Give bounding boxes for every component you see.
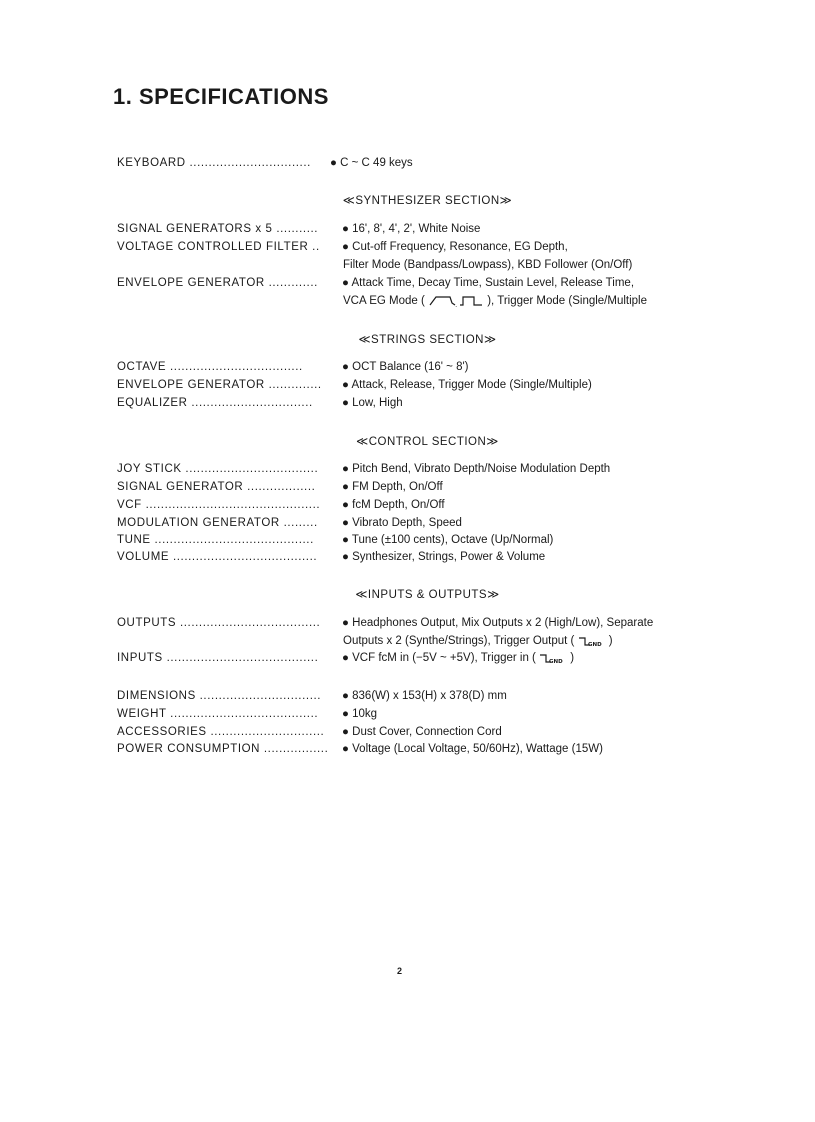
spec-value: ● C ~ C 49 keys (330, 157, 413, 169)
spec-label: TUNE .......................................... (117, 534, 314, 546)
spec-value-continuation: Filter Mode (Bandpass/Lowpass), KBD Follower (On/Off) (343, 259, 633, 271)
spec-value: ● Tune (±100 cents), Octave (Up/Normal) (342, 534, 554, 546)
spec-value: ● VCF fcM in (−5V ~ +5V), Trigger in ( GND ) (342, 652, 575, 664)
spec-label: VCF .............................................. (117, 499, 321, 511)
spec-label: SIGNAL GENERATOR .................. (117, 481, 316, 493)
spec-value: ● Attack, Release, Trigger Mode (Single/Multiple) (342, 379, 592, 391)
vca-eg-mode-waveform-icon (428, 295, 484, 307)
spec-value: ● fcM Depth, On/Off (342, 499, 445, 511)
section-header-control: ≪CONTROL SECTION≫ (356, 436, 499, 448)
spec-label: INPUTS ........................................ (117, 652, 319, 664)
spec-label: DIMENSIONS ................................ (117, 690, 322, 702)
spec-value-continuation: Outputs x 2 (Synthe/Strings), Trigger Output ( GND ) (343, 635, 613, 647)
spec-value: ● 836(W) x 153(H) x 378(D) mm (342, 690, 507, 702)
svg-text:GND: GND (587, 641, 602, 647)
spec-label: ENVELOPE GENERATOR ............. (117, 277, 318, 289)
spec-value: ● 16', 8', 4', 2', White Noise (342, 223, 481, 235)
page-number: 2 (397, 966, 403, 976)
spec-label: KEYBOARD ................................ (117, 157, 311, 169)
spec-label: EQUALIZER ................................ (117, 397, 313, 409)
spec-value: ● Headphones Output, Mix Outputs x 2 (High/Low), Separate (342, 617, 654, 629)
spec-value: ● Voltage (Local Voltage, 50/60Hz), Wattage (15W) (342, 743, 603, 755)
spec-value-continuation: VCA EG Mode ( , ), Trigger Mode (Single/Multiple (343, 295, 648, 307)
spec-label: SIGNAL GENERATORS x 5 ........... (117, 223, 319, 235)
trigger-gnd-symbol-icon (578, 635, 606, 647)
spec-label: ENVELOPE GENERATOR .............. (117, 379, 322, 391)
svg-text:GND: GND (549, 658, 563, 664)
spec-value: ● Pitch Bend, Vibrato Depth/Noise Modulation Depth (342, 463, 611, 475)
spec-value: ● 10kg (342, 708, 378, 720)
spec-value: ● Low, High (342, 397, 403, 409)
spec-value: ● Attack Time, Decay Time, Sustain Level, Release Time, (342, 277, 635, 289)
spec-value: ● OCT Balance (16' ~ 8') (342, 361, 469, 373)
spec-value: ● Vibrato Depth, Speed (342, 517, 462, 529)
page-title: 1. SPECIFICATIONS (113, 84, 329, 109)
spec-label: JOY STICK ................................... (117, 463, 319, 475)
section-header-synthesizer: ≪SYNTHESIZER SECTION≫ (342, 195, 513, 207)
svg-text:,: , (455, 300, 458, 307)
spec-label: VOLUME ...................................... (117, 551, 318, 563)
spec-value: ● FM Depth, On/Off (342, 481, 443, 493)
spec-value: ● Dust Cover, Connection Cord (342, 726, 502, 738)
section-header-inputs-outputs: ≪INPUTS & OUTPUTS≫ (355, 589, 500, 601)
spec-label: POWER CONSUMPTION ................. (117, 743, 329, 755)
trigger-gnd-symbol-icon (539, 652, 567, 664)
spec-value: ● Cut-off Frequency, Resonance, EG Depth, (342, 241, 568, 253)
spec-label: OCTAVE ................................... (117, 361, 303, 373)
spec-label: MODULATION GENERATOR ......... (117, 517, 318, 529)
spec-label: VOLTAGE CONTROLLED FILTER .. (117, 241, 320, 253)
spec-label: ACCESSORIES .............................. (117, 726, 325, 738)
spec-label: WEIGHT ....................................... (117, 708, 319, 720)
spec-label: OUTPUTS ..................................... (117, 617, 321, 629)
section-header-strings: ≪STRINGS SECTION≫ (358, 334, 497, 346)
spec-value: ● Synthesizer, Strings, Power & Volume (342, 551, 546, 563)
